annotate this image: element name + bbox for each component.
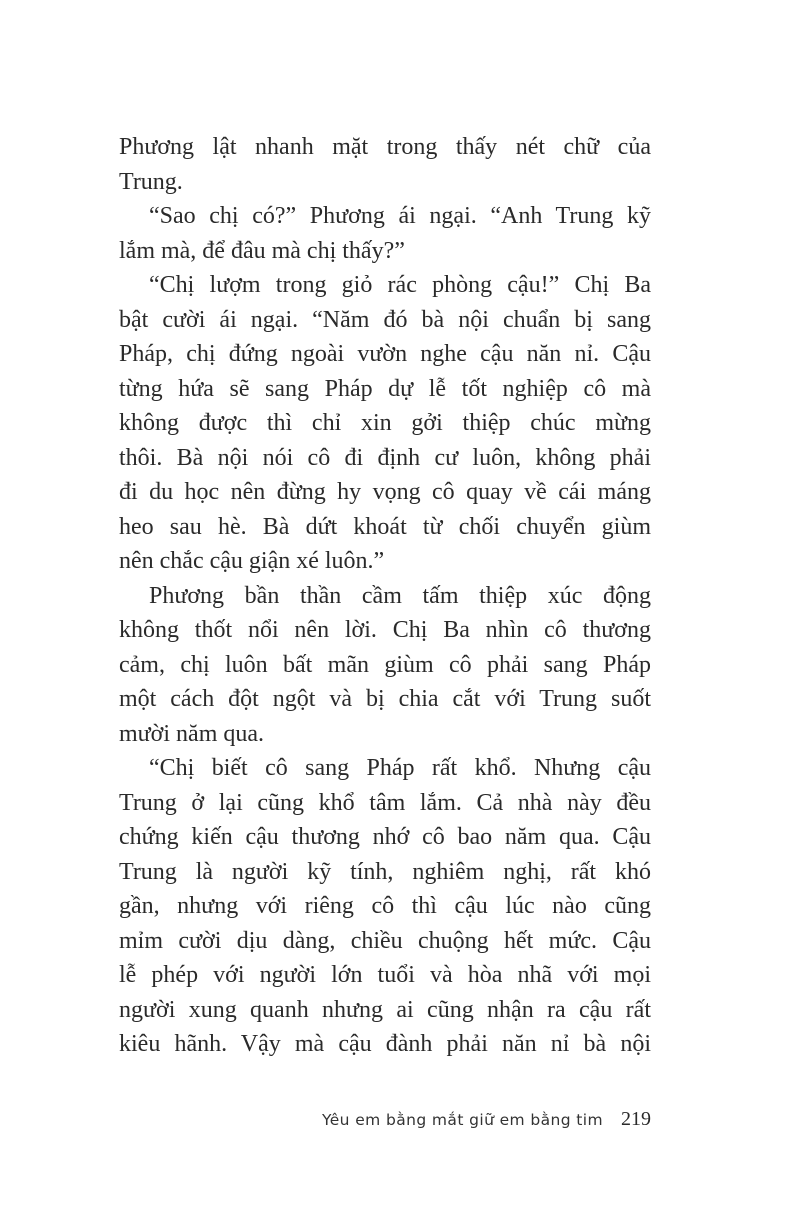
text-line: lễ phép với người lớn tuổi và hòa nhã với mọi <box>119 962 651 988</box>
text-line: heo sau hè. Bà dứt khoát từ chối chuyển giùm <box>119 513 651 540</box>
text-line: thôi. Bà nội nói cô đi định cư luôn, không phải <box>119 444 651 471</box>
text-line: từng hứa sẽ sang Pháp dự lễ tốt nghiệp cô mà <box>119 375 651 402</box>
text-line: Phương lật nhanh mặt trong thấy nét chữ của <box>119 134 651 160</box>
text-line: “Sao chị có?” Phương ái ngại. “Anh Trung kỹ <box>149 203 651 229</box>
text-line: lắm mà, để đâu mà chị thấy?” <box>119 237 405 264</box>
text-line: đi du học nên đừng hy vọng cô quay về cái máng <box>119 479 651 505</box>
page-number: 219 <box>621 1108 651 1130</box>
text-line: bật cười ái ngại. “Năm đó bà nội chuẩn bị sang <box>119 306 651 333</box>
text-line: mỉm cười dịu dàng, chiều chuộng hết mức. Cậu <box>119 927 651 954</box>
text-line: mười năm qua. <box>119 720 265 747</box>
text-line: Trung. <box>119 168 183 195</box>
running-title: Yêu em bằng mắt giữ em bằng tim <box>321 1111 603 1129</box>
text-line: kiêu hãnh. Vậy mà cậu đành phải năn nỉ bà nội <box>119 1031 651 1057</box>
body-text <box>119 130 651 1062</box>
text-line: Trung là người kỹ tính, nghiêm nghị, rất khó <box>119 858 651 885</box>
text-line: Phương bần thần cầm tấm thiệp xúc động <box>149 582 651 609</box>
text-line: chứng kiến cậu thương nhớ cô bao năm qua. Cậu <box>119 824 651 850</box>
text-line: một cách đột ngột và bị chia cắt với Trung suốt <box>119 686 651 712</box>
text-line: người xung quanh nhưng ai cũng nhận ra cậu rất <box>119 996 651 1023</box>
text-line: Pháp, chị đứng ngoài vườn nghe cậu năn nỉ. Cậu <box>119 341 651 367</box>
text-line: không được thì chỉ xin gởi thiệp chúc mừng <box>119 410 651 436</box>
text-line: cảm, chị luôn bất mãn giùm cô phải sang Pháp <box>119 651 651 678</box>
text-line: Trung ở lại cũng khổ tâm lắm. Cả nhà này đều <box>119 789 651 816</box>
text-line: nên chắc cậu giận xé luôn.” <box>119 548 385 574</box>
text-line: “Chị biết cô sang Pháp rất khổ. Nhưng cậu <box>149 755 651 781</box>
text-line: gần, nhưng với riêng cô thì cậu lúc nào cũng <box>119 893 651 919</box>
text-line: “Chị lượm trong giỏ rác phòng cậu!” Chị Ba <box>149 272 651 298</box>
text-line: không thốt nổi nên lời. Chị Ba nhìn cô thương <box>119 617 651 643</box>
page-footer <box>322 1108 651 1131</box>
